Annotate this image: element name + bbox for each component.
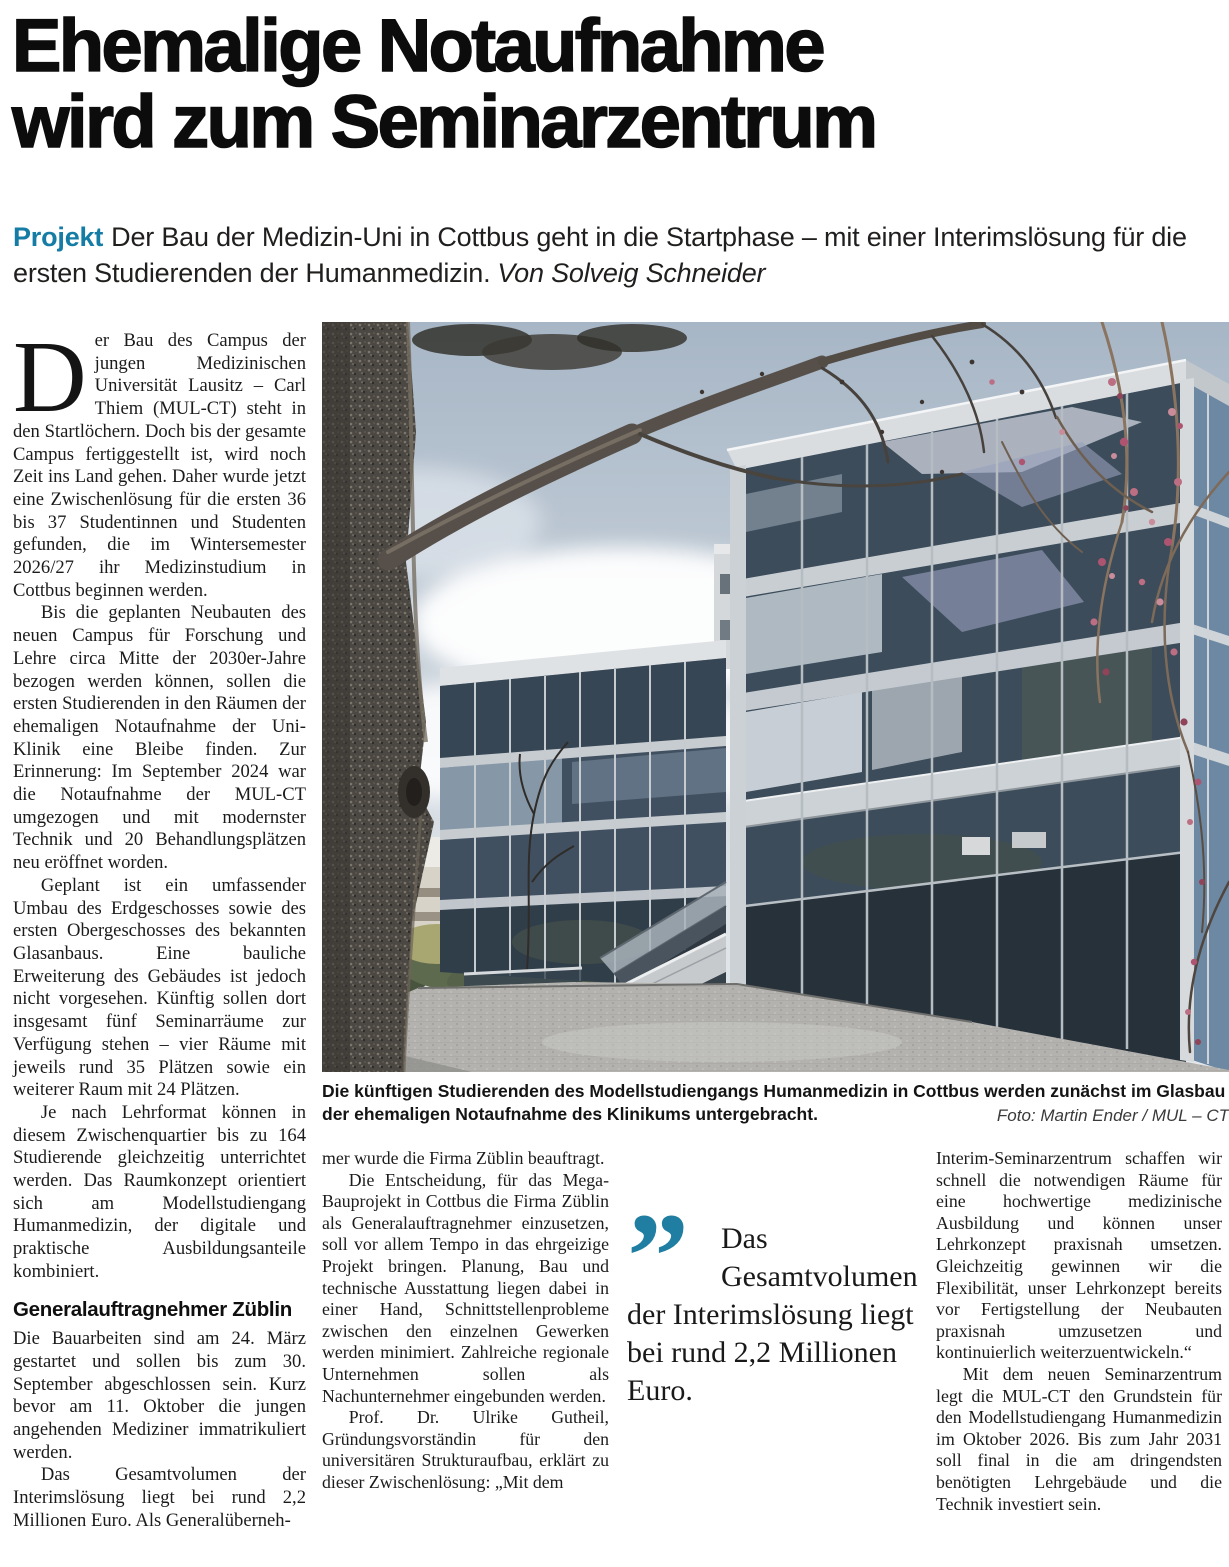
- body-paragraph: mer wurde die Firma Züblin beauftragt.: [322, 1148, 605, 1168]
- body-paragraph: Mit dem neuen Seminarzentrum legt die MUL-CT den Grundstein für den Modellstudiengang Humanmedizin im Oktober 2026. Bis zum Jahr 2031 soll final in die am dringendsten benötigten Lehrgebäude und die Technik investiert sein.: [936, 1363, 1222, 1514]
- headline-line2: wird zum Seminarzentrum: [12, 80, 876, 164]
- glass-building-near: [727, 360, 1229, 1072]
- column-right: [936, 1148, 1222, 1515]
- body-paragraph: Die Bauarbeiten sind am 24. März gestartet und sollen bis zum 30. September abgeschlossen sein. Kurz bevor am 11. Oktober die jungen angehenden Mediziner immatrikuliert werden.: [13, 1328, 306, 1463]
- pull-quote: [627, 1188, 927, 1410]
- photo-scene: [322, 322, 1229, 1072]
- body-paragraph: [13, 321, 306, 602]
- body-paragraph: Interim-Seminarzentrum schaffen wir schnell die notwendigen Räume für eine hochwertige medizinische Ausbildung und können unser Lehrkonzept praxisnah umsetzen. Gleichzeitig gewinnen wir die Flexibilität, unser Lehrkonzept bereits vor Fertigstellung der Neubauten praxisnah umzusetzen und kontinuierlich weiterzuentwickeln.“: [936, 1148, 1222, 1363]
- body-paragraph: Prof. Dr. Ulrike Gutheil, Gründungsvorständin für den universitären Strukturaufbau, erklärt zu dieser Zwischenlösung: „Mit dem: [322, 1407, 609, 1492]
- headline: [12, 4, 1212, 164]
- standfirst: [13, 220, 1208, 291]
- body-paragraph: Bis die geplanten Neubauten des neuen Campus für Forschung und Lehre circa Mitte der 2030er-Jahre bezogen werden können, sollen die ersten Studierenden in den Räumen der ehemaligen Notaufnahme der Uni-Klinik eine Bleibe finden. Zur Erinnerung: Im September 2024 war die Notaufnahme der MUL-CT umgezogen und mit modernster Technik und 20 Behandlungsplätzen neu eröffnet worden.: [13, 602, 306, 874]
- drop-cap: D: [13, 321, 87, 434]
- column-middle: [322, 1148, 609, 1494]
- standfirst-text: Der Bau der Medizin-Uni in Cottbus geht in die Startphase – mit einer Interimslösung für die ersten Studierenden der Humanmedizin.: [13, 222, 1187, 288]
- caption-text: Die künftigen Studierenden des Modellstudiengangs Humanmedizin in Cottbus werden zunächst im Glasbau der ehemaligen Notaufnahme des Klinikums untergebracht.: [322, 1081, 1226, 1125]
- article-photo: [322, 322, 1229, 1072]
- byline: Von Solveig Schneider: [497, 257, 766, 288]
- pull-quote-text: Das Gesamtvolumen der Interimslösung liegt bei rund 2,2 Millionen Euro.: [627, 1222, 918, 1407]
- body-paragraph: Je nach Lehrformat können in diesem Zwischenquartier bis zu 164 Studierende gleichzeitig unterrichtet werden. Das Raumkonzept orientiert sich am Modellstudiengang Humanmedizin, der digitale und praktische Ausbildungsanteile kombiniert.: [13, 1101, 306, 1282]
- headline-line1: Ehemalige Notaufnahme: [12, 4, 824, 87]
- body-paragraph: Geplant ist ein umfassender Umbau des Erdgeschosses sowie des ersten Obergeschosses des bekannten Glasanbaus. Eine bauliche Erweiterung des Gebäudes ist jedoch nicht vorgesehen. Künftig sollen dort insgesamt fünf Seminarräume zur Verfügung stehen – vier Räume mit jeweils rund 35 Plätzen sowie ein weiterer Raum mit 24 Plätzen.: [13, 874, 306, 1101]
- paragraph-text: er Bau des Campus der jungen Medizinischen Universität Lausitz – Carl Thiem (MUL-CT) steht in den Startlöchern. Doch bis der gesamte Campus fertiggestellt ist, wird noch Zeit ins Land gehen. Daher wurde jetzt eine Zwischenlösung für die ersten 36 bis 37 Studentinnen und Studenten gefunden, die im Wintersemester 2026/27 ihr Medizinstudium in Cottbus beginnen werden.: [13, 330, 306, 601]
- kicker: Projekt: [13, 222, 104, 252]
- section-subhead: Generalauftragnehmer Züblin: [13, 1297, 292, 1321]
- body-paragraph: Das Gesamtvolumen der Interimslösung liegt bei rund 2,2 Millionen Euro. Als Generalüberneh-: [13, 1464, 306, 1531]
- photo-credit: Foto: Martin Ender / MUL – CT: [996, 1105, 1229, 1125]
- column-left: [13, 321, 306, 1533]
- photo-caption: [322, 1080, 1229, 1128]
- body-paragraph: Die Entscheidung, für das Mega-Bauprojekt in Cottbus die Firma Züblin als Generalauftragnehmer einzusetzen, soll vor allem Tempo in das ehrgeizige Projekt bringen. Planung, Bau und technische Ausstattung liegen dabei in einer Hand, Schnittstellenprobleme zwischen den einzelnen Gewerken werden minimiert. Zahlreiche regionale Unternehmen sollen als Nachunternehmer eingebunden werden.: [322, 1169, 609, 1406]
- quote-mark-icon: ”: [627, 1188, 689, 1325]
